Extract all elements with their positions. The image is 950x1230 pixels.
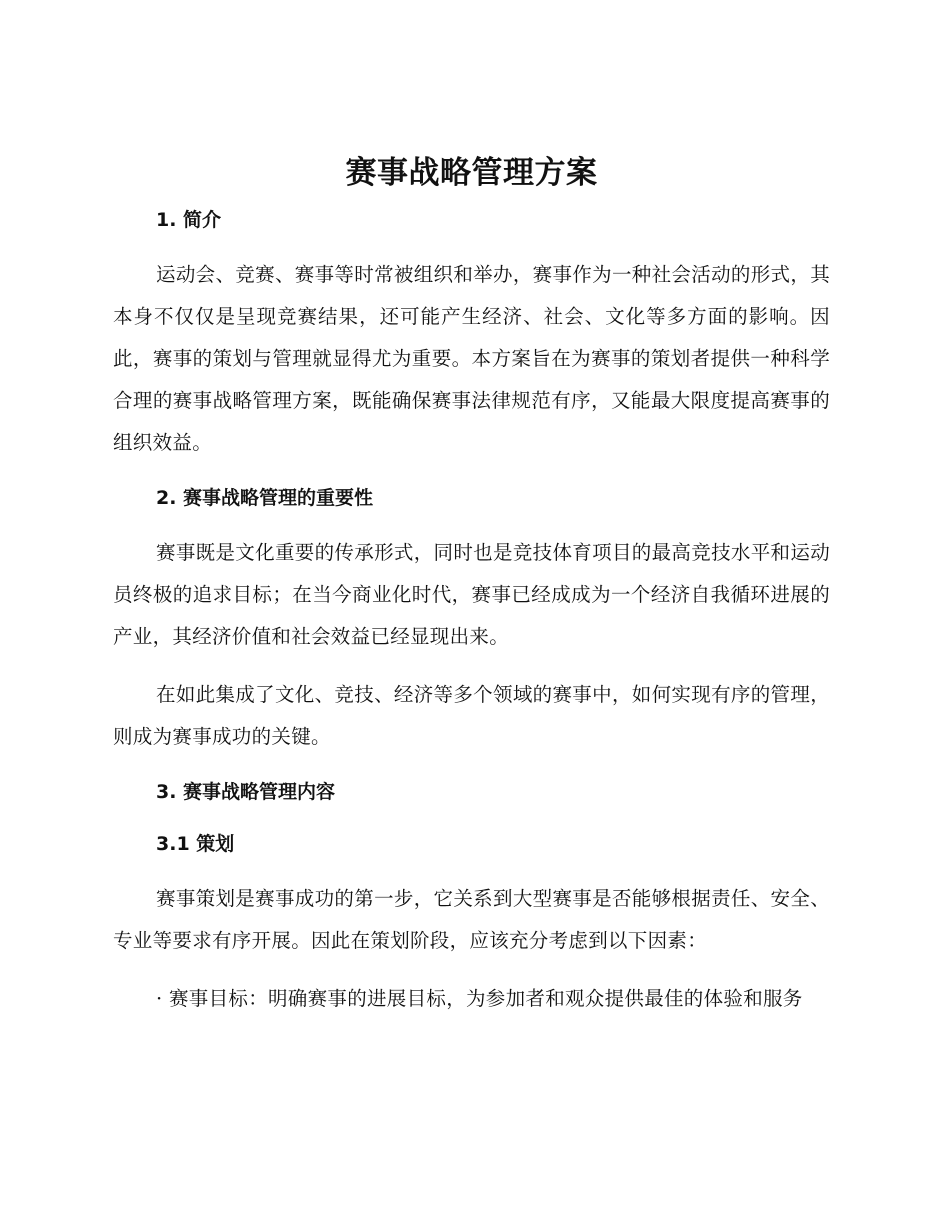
section-heading-planning: 3.1 策划 <box>156 833 235 855</box>
importance-paragraph-2: 在如此集成了文化、竞技、经济等多个领域的赛事中，如何实现有序的管理，则成为赛事成功的关键。 <box>113 683 830 748</box>
planning-paragraph: 赛事策划是赛事成功的第一步，它关系到大型赛事是否能够根据责任、安全、专业等要求有序开展。因此在策划阶段，应该充分考虑到以下因素： <box>113 887 830 952</box>
intro-paragraph: 运动会、竞赛、赛事等时常被组织和举办，赛事作为一种社会活动的形式，其本身不仅仅是呈现竞赛结果，还可能产生经济、社会、文化等多方面的影响。因此，赛事的策划与管理就显得尤为重要。本方案旨在为赛事的策划者提供一种科学合理的赛事战略管理方案，既能确保赛事法律规范有序，又能最大限度提高赛事的组织效益。 <box>113 263 830 454</box>
planning-bullet-item: · 赛事目标：明确赛事的进展目标，为参加者和观众提供最佳的体验和服务 <box>156 987 803 1010</box>
section-heading-importance: 2. 赛事战略管理的重要性 <box>156 487 374 509</box>
document-title: 赛事战略管理方案 <box>345 155 598 191</box>
section-heading-content: 3. 赛事战略管理内容 <box>156 781 336 803</box>
section-heading-intro: 1. 简介 <box>156 209 222 231</box>
document-body <box>113 150 830 1036</box>
importance-paragraph-1: 赛事既是文化重要的传承形式，同时也是竞技体育项目的最高竞技水平和运动员终极的追求目标；在当今商业化时代，赛事已经成成为一个经济自我循环进展的产业，其经济价值和社会效益已经显现出来。 <box>113 541 830 648</box>
